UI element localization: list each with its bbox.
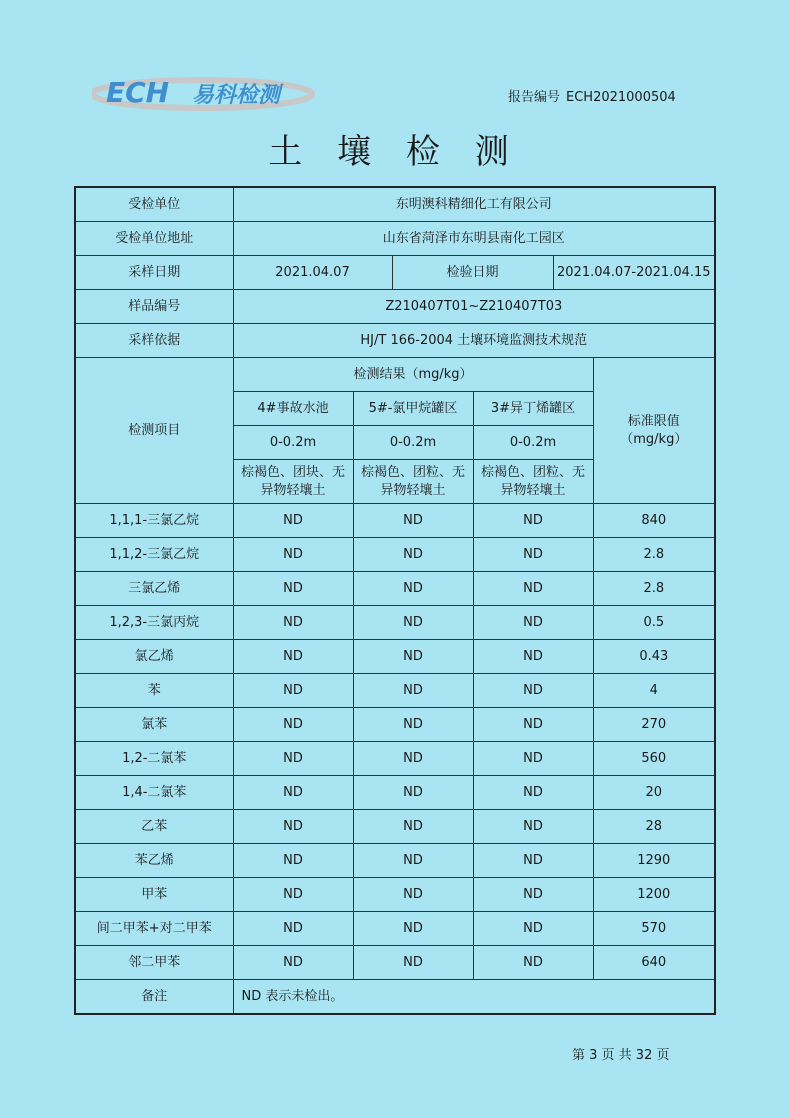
limit-value: 1200 — [593, 878, 715, 912]
limit-value: 2.8 — [593, 538, 715, 572]
item-name: 1,4-二氯苯 — [75, 776, 233, 810]
test-date-label: 检验日期 — [392, 256, 553, 290]
result-3: ND — [473, 878, 593, 912]
report-number-label: 报告编号 — [508, 90, 561, 105]
row-address — [75, 222, 715, 256]
result-1: ND — [233, 606, 353, 640]
soil-test-table — [74, 186, 716, 1015]
result-2: ND — [353, 844, 473, 878]
ech-logo — [92, 72, 332, 112]
result-2: ND — [353, 878, 473, 912]
item-name: 苯乙烯 — [75, 844, 233, 878]
result-2: ND — [353, 538, 473, 572]
result-2: ND — [353, 708, 473, 742]
sampling-date-value: 2021.04.07 — [233, 256, 392, 290]
table-row — [75, 810, 715, 844]
row-unit — [75, 187, 715, 222]
point-desc-1 — [233, 460, 353, 504]
table-row — [75, 878, 715, 912]
result-2: ND — [353, 912, 473, 946]
result-1: ND — [233, 912, 353, 946]
page-number: 第 3 页 共 32 页 — [572, 1048, 670, 1063]
unit-label: 受检单位 — [75, 187, 233, 222]
result-3: ND — [473, 640, 593, 674]
remarks-label: 备注 — [75, 980, 233, 1015]
result-3: ND — [473, 946, 593, 980]
item-name: 1,2,3-三氯丙烷 — [75, 606, 233, 640]
logo-letters: ECH — [106, 76, 170, 109]
item-name: 氯乙烯 — [75, 640, 233, 674]
remarks-value: ND 表示未检出。 — [233, 980, 715, 1015]
row-sample-id — [75, 290, 715, 324]
point-depth-2: 0-0.2m — [353, 426, 473, 460]
row-remarks — [75, 980, 715, 1015]
result-3: ND — [473, 538, 593, 572]
item-name: 苯 — [75, 674, 233, 708]
result-1: ND — [233, 572, 353, 606]
result-1: ND — [233, 538, 353, 572]
limit-value: 570 — [593, 912, 715, 946]
basis-value: HJ/T 166-2004 土壤环境监测技术规范 — [233, 324, 715, 358]
limit-value: 560 — [593, 742, 715, 776]
table-row — [75, 708, 715, 742]
limit-value: 2.8 — [593, 572, 715, 606]
result-3: ND — [473, 606, 593, 640]
address-value: 山东省菏泽市东明县南化工园区 — [233, 222, 715, 256]
result-3: ND — [473, 844, 593, 878]
address-label: 受检单位地址 — [75, 222, 233, 256]
point-depth-3: 0-0.2m — [473, 426, 593, 460]
result-3: ND — [473, 504, 593, 538]
limit-value: 0.5 — [593, 606, 715, 640]
result-3: ND — [473, 810, 593, 844]
result-1: ND — [233, 708, 353, 742]
item-name: 氯苯 — [75, 708, 233, 742]
limit-value: 640 — [593, 946, 715, 980]
report-number-value: ECH2021000504 — [566, 90, 676, 105]
result-2: ND — [353, 606, 473, 640]
table-row — [75, 844, 715, 878]
item-name: 三氯乙烯 — [75, 572, 233, 606]
limit-header-line1: 标准限值 — [627, 413, 680, 429]
table-row — [75, 606, 715, 640]
page-title: 土 壤 检 测 — [268, 132, 521, 172]
result-1: ND — [233, 640, 353, 674]
limit-value: 840 — [593, 504, 715, 538]
row-results-header — [75, 358, 715, 392]
result-1: ND — [233, 504, 353, 538]
point-desc-1-line2: 异物轻壤土 — [260, 482, 326, 498]
result-3: ND — [473, 572, 593, 606]
result-3: ND — [473, 776, 593, 810]
result-2: ND — [353, 742, 473, 776]
item-name: 乙苯 — [75, 810, 233, 844]
result-3: ND — [473, 674, 593, 708]
result-2: ND — [353, 810, 473, 844]
table-row — [75, 674, 715, 708]
point-desc-2-line1: 棕褐色、团粒、无 — [360, 464, 465, 480]
point-name-2: 5#-氯甲烷罐区 — [353, 392, 473, 426]
table-row — [75, 640, 715, 674]
point-depth-1: 0-0.2m — [233, 426, 353, 460]
point-desc-1-line1: 棕褐色、团块、无 — [240, 464, 345, 480]
item-name: 间二甲苯+对二甲苯 — [75, 912, 233, 946]
result-2: ND — [353, 504, 473, 538]
limit-value: 0.43 — [593, 640, 715, 674]
item-name: 甲苯 — [75, 878, 233, 912]
result-header: 检测结果（mg/kg） — [233, 358, 593, 392]
point-desc-3-line1: 棕褐色、团粒、无 — [480, 464, 585, 480]
limit-value: 1290 — [593, 844, 715, 878]
item-name: 1,1,2-三氯乙烷 — [75, 538, 233, 572]
sample-id-value: Z210407T01~Z210407T03 — [233, 290, 715, 324]
item-name: 邻二甲苯 — [75, 946, 233, 980]
result-3: ND — [473, 912, 593, 946]
table-row — [75, 538, 715, 572]
row-dates — [75, 256, 715, 290]
limit-value: 28 — [593, 810, 715, 844]
limit-value: 4 — [593, 674, 715, 708]
item-header: 检测项目 — [75, 358, 233, 504]
limit-header-line2: （mg/kg） — [620, 431, 688, 447]
basis-label: 采样依据 — [75, 324, 233, 358]
result-3: ND — [473, 742, 593, 776]
point-desc-2-line2: 异物轻壤土 — [380, 482, 446, 498]
point-desc-3-line2: 异物轻壤土 — [500, 482, 566, 498]
sample-id-label: 样品编号 — [75, 290, 233, 324]
result-2: ND — [353, 674, 473, 708]
table-row — [75, 946, 715, 980]
result-1: ND — [233, 878, 353, 912]
result-2: ND — [353, 946, 473, 980]
point-desc-2 — [353, 460, 473, 504]
limit-value: 270 — [593, 708, 715, 742]
logo-text: 易科检测 — [192, 83, 281, 108]
result-2: ND — [353, 572, 473, 606]
result-1: ND — [233, 776, 353, 810]
result-1: ND — [233, 844, 353, 878]
limit-value: 20 — [593, 776, 715, 810]
item-name: 1,2-二氯苯 — [75, 742, 233, 776]
result-3: ND — [473, 708, 593, 742]
point-name-3: 3#异丁烯罐区 — [473, 392, 593, 426]
result-1: ND — [233, 742, 353, 776]
result-1: ND — [233, 674, 353, 708]
point-desc-3 — [473, 460, 593, 504]
row-basis — [75, 324, 715, 358]
page-header — [0, 0, 789, 120]
test-date-value: 2021.04.07-2021.04.15 — [553, 256, 715, 290]
report-number — [508, 86, 676, 105]
result-1: ND — [233, 946, 353, 980]
sampling-date-label: 采样日期 — [75, 256, 233, 290]
result-2: ND — [353, 640, 473, 674]
table-row — [75, 572, 715, 606]
unit-value: 东明澳科精细化工有限公司 — [233, 187, 715, 222]
result-1: ND — [233, 810, 353, 844]
table-row — [75, 742, 715, 776]
table-row — [75, 912, 715, 946]
table-row — [75, 776, 715, 810]
item-name: 1,1,1-三氯乙烷 — [75, 504, 233, 538]
table-row — [75, 504, 715, 538]
limit-header — [593, 358, 715, 504]
result-2: ND — [353, 776, 473, 810]
point-name-1: 4#事故水池 — [233, 392, 353, 426]
